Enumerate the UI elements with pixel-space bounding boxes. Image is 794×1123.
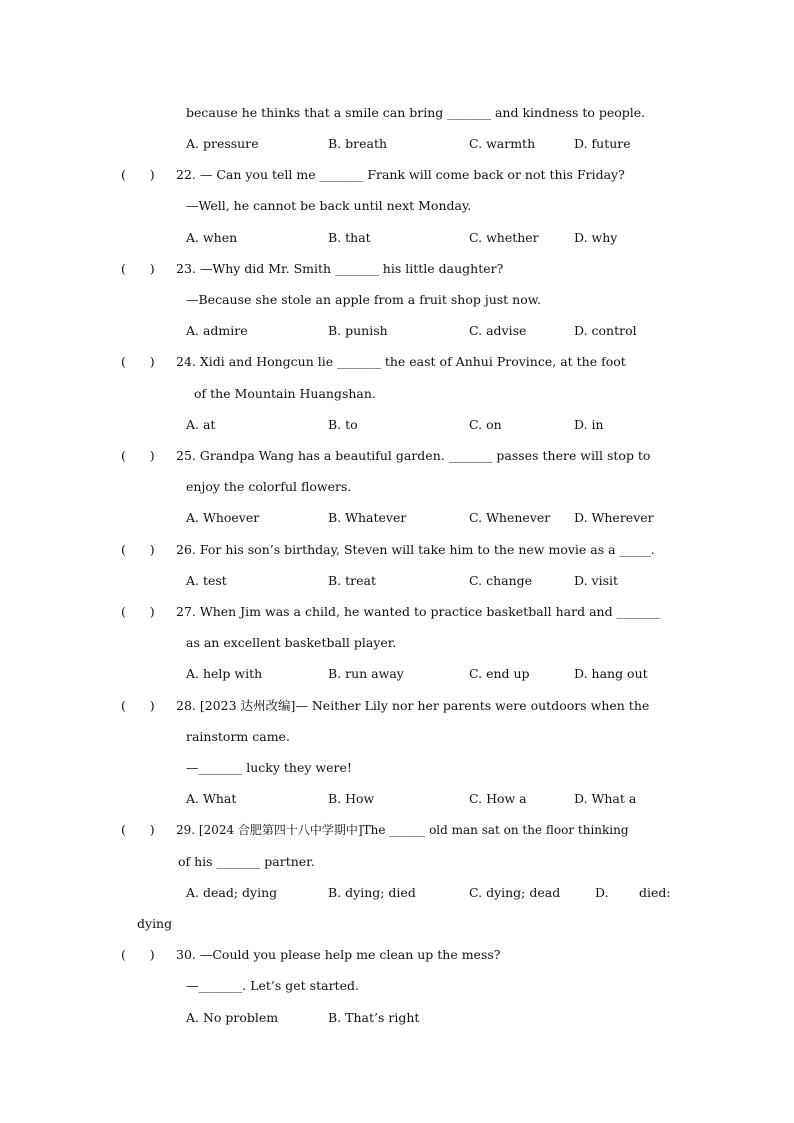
q23-option-c: C. advise (469, 323, 527, 338)
q24-option-d: D. in (574, 417, 604, 432)
q26-option-b: B. treat (328, 573, 377, 588)
q29-line2: of his _______ partner. (178, 854, 315, 869)
q25-option-d: D. Wherever (574, 510, 654, 525)
q24-stem: 24. Xidi and Hongcun lie _______ the east of Anhui Province, at the foot (176, 354, 626, 369)
q22-option-a: A. when (186, 230, 238, 245)
q27-answer-blank: ( ) (121, 604, 155, 619)
q25-option-c: C. Whenever (469, 510, 551, 525)
q23-line2: —Because she stole an apple from a fruit shop just now. (186, 292, 541, 307)
q28-line3: —_______ lucky they were! (186, 760, 352, 775)
q24-line2: of the Mountain Huangshan. (194, 386, 376, 401)
q29-option-b: B. dying; died (328, 885, 416, 900)
q24-option-c: C. on (469, 417, 502, 432)
q24-answer-blank: ( ) (121, 354, 155, 369)
q25-answer-blank: ( ) (121, 448, 155, 463)
q25-stem: 25. Grandpa Wang has a beautiful garden. _______ passes there will stop to (176, 448, 651, 463)
q25-line2: enjoy the colorful flowers. (186, 479, 352, 494)
q26-option-a: A. test (186, 573, 227, 588)
q22-option-d: D. why (574, 230, 618, 245)
q30-answer-blank: ( ) (121, 947, 155, 962)
q28-option-c: C. How a (469, 791, 527, 806)
q24-option-b: B. to (328, 417, 358, 432)
q29-option-a: A. dead; dying (186, 885, 278, 900)
q27-stem: 27. When Jim was a child, he wanted to practice basketball hard and _______ (176, 604, 661, 619)
q30-option-b: B. That’s right (328, 1010, 420, 1025)
q22-option-c: C. whether (469, 230, 539, 245)
q29-stem: 29. [2024 合肥第四十八中学期中]The ______ old man sat on the floor thinking (176, 823, 629, 837)
q29-option-c: C. dying; dead (469, 885, 561, 900)
q25-option-a: A. Whoever (186, 510, 260, 525)
q28-option-b: B. How (328, 791, 375, 806)
q22-stem: 22. — Can you tell me _______ Frank will come back or not this Friday? (176, 167, 625, 182)
q23-answer-blank: ( ) (121, 261, 155, 276)
q27-option-d: D. hang out (574, 666, 648, 681)
q21-option-a: A. pressure (186, 136, 259, 151)
q30-line2: —_______. Let’s get started. (186, 978, 359, 993)
q27-option-a: A. help with (186, 666, 263, 681)
q27-option-c: C. end up (469, 666, 530, 681)
q23-option-b: B. punish (328, 323, 388, 338)
q29-option-d-text: died: (639, 885, 671, 900)
q24-option-a: A. at (186, 417, 216, 432)
q22-answer-blank: ( ) (121, 167, 155, 182)
q26-option-c: C. change (469, 573, 533, 588)
q21-option-c: C. warmth (469, 136, 536, 151)
q28-answer-blank: ( ) (121, 698, 155, 713)
q30-stem: 30. —Could you please help me clean up the mess? (176, 947, 501, 962)
q30-option-a: A. No problem (186, 1010, 279, 1025)
q21-continuation: because he thinks that a smile can bring _______ and kindness to people. (186, 105, 646, 120)
q21-option-d: D. future (574, 136, 631, 151)
q23-option-a: A. admire (186, 323, 248, 338)
q29-answer-blank: ( ) (121, 822, 155, 837)
q27-line2: as an excellent basketball player. (186, 635, 397, 650)
q29-option-d-wrap: dying (137, 916, 173, 931)
q22-line2: —Well, he cannot be back until next Monday. (186, 198, 472, 213)
q26-option-d: D. visit (574, 573, 619, 588)
q29-option-d-letter: D. (595, 885, 609, 900)
q22-option-b: B. that (328, 230, 371, 245)
q25-option-b: B. Whatever (328, 510, 407, 525)
q26-answer-blank: ( ) (121, 542, 155, 557)
q28-option-a: A. What (186, 791, 237, 806)
q28-stem: 28. [2023 达州改编]— Neither Lily nor her parents were outdoors when the (176, 698, 650, 713)
q27-option-b: B. run away (328, 666, 404, 681)
q23-option-d: D. control (574, 323, 637, 338)
q28-option-d: D. What a (574, 791, 637, 806)
q21-option-b: B. breath (328, 136, 388, 151)
q26-stem: 26. For his son’s birthday, Steven will take him to the new movie as a _____. (176, 542, 655, 557)
q28-line2: rainstorm came. (186, 729, 290, 744)
q23-stem: 23. —Why did Mr. Smith _______ his little daughter? (176, 261, 504, 276)
